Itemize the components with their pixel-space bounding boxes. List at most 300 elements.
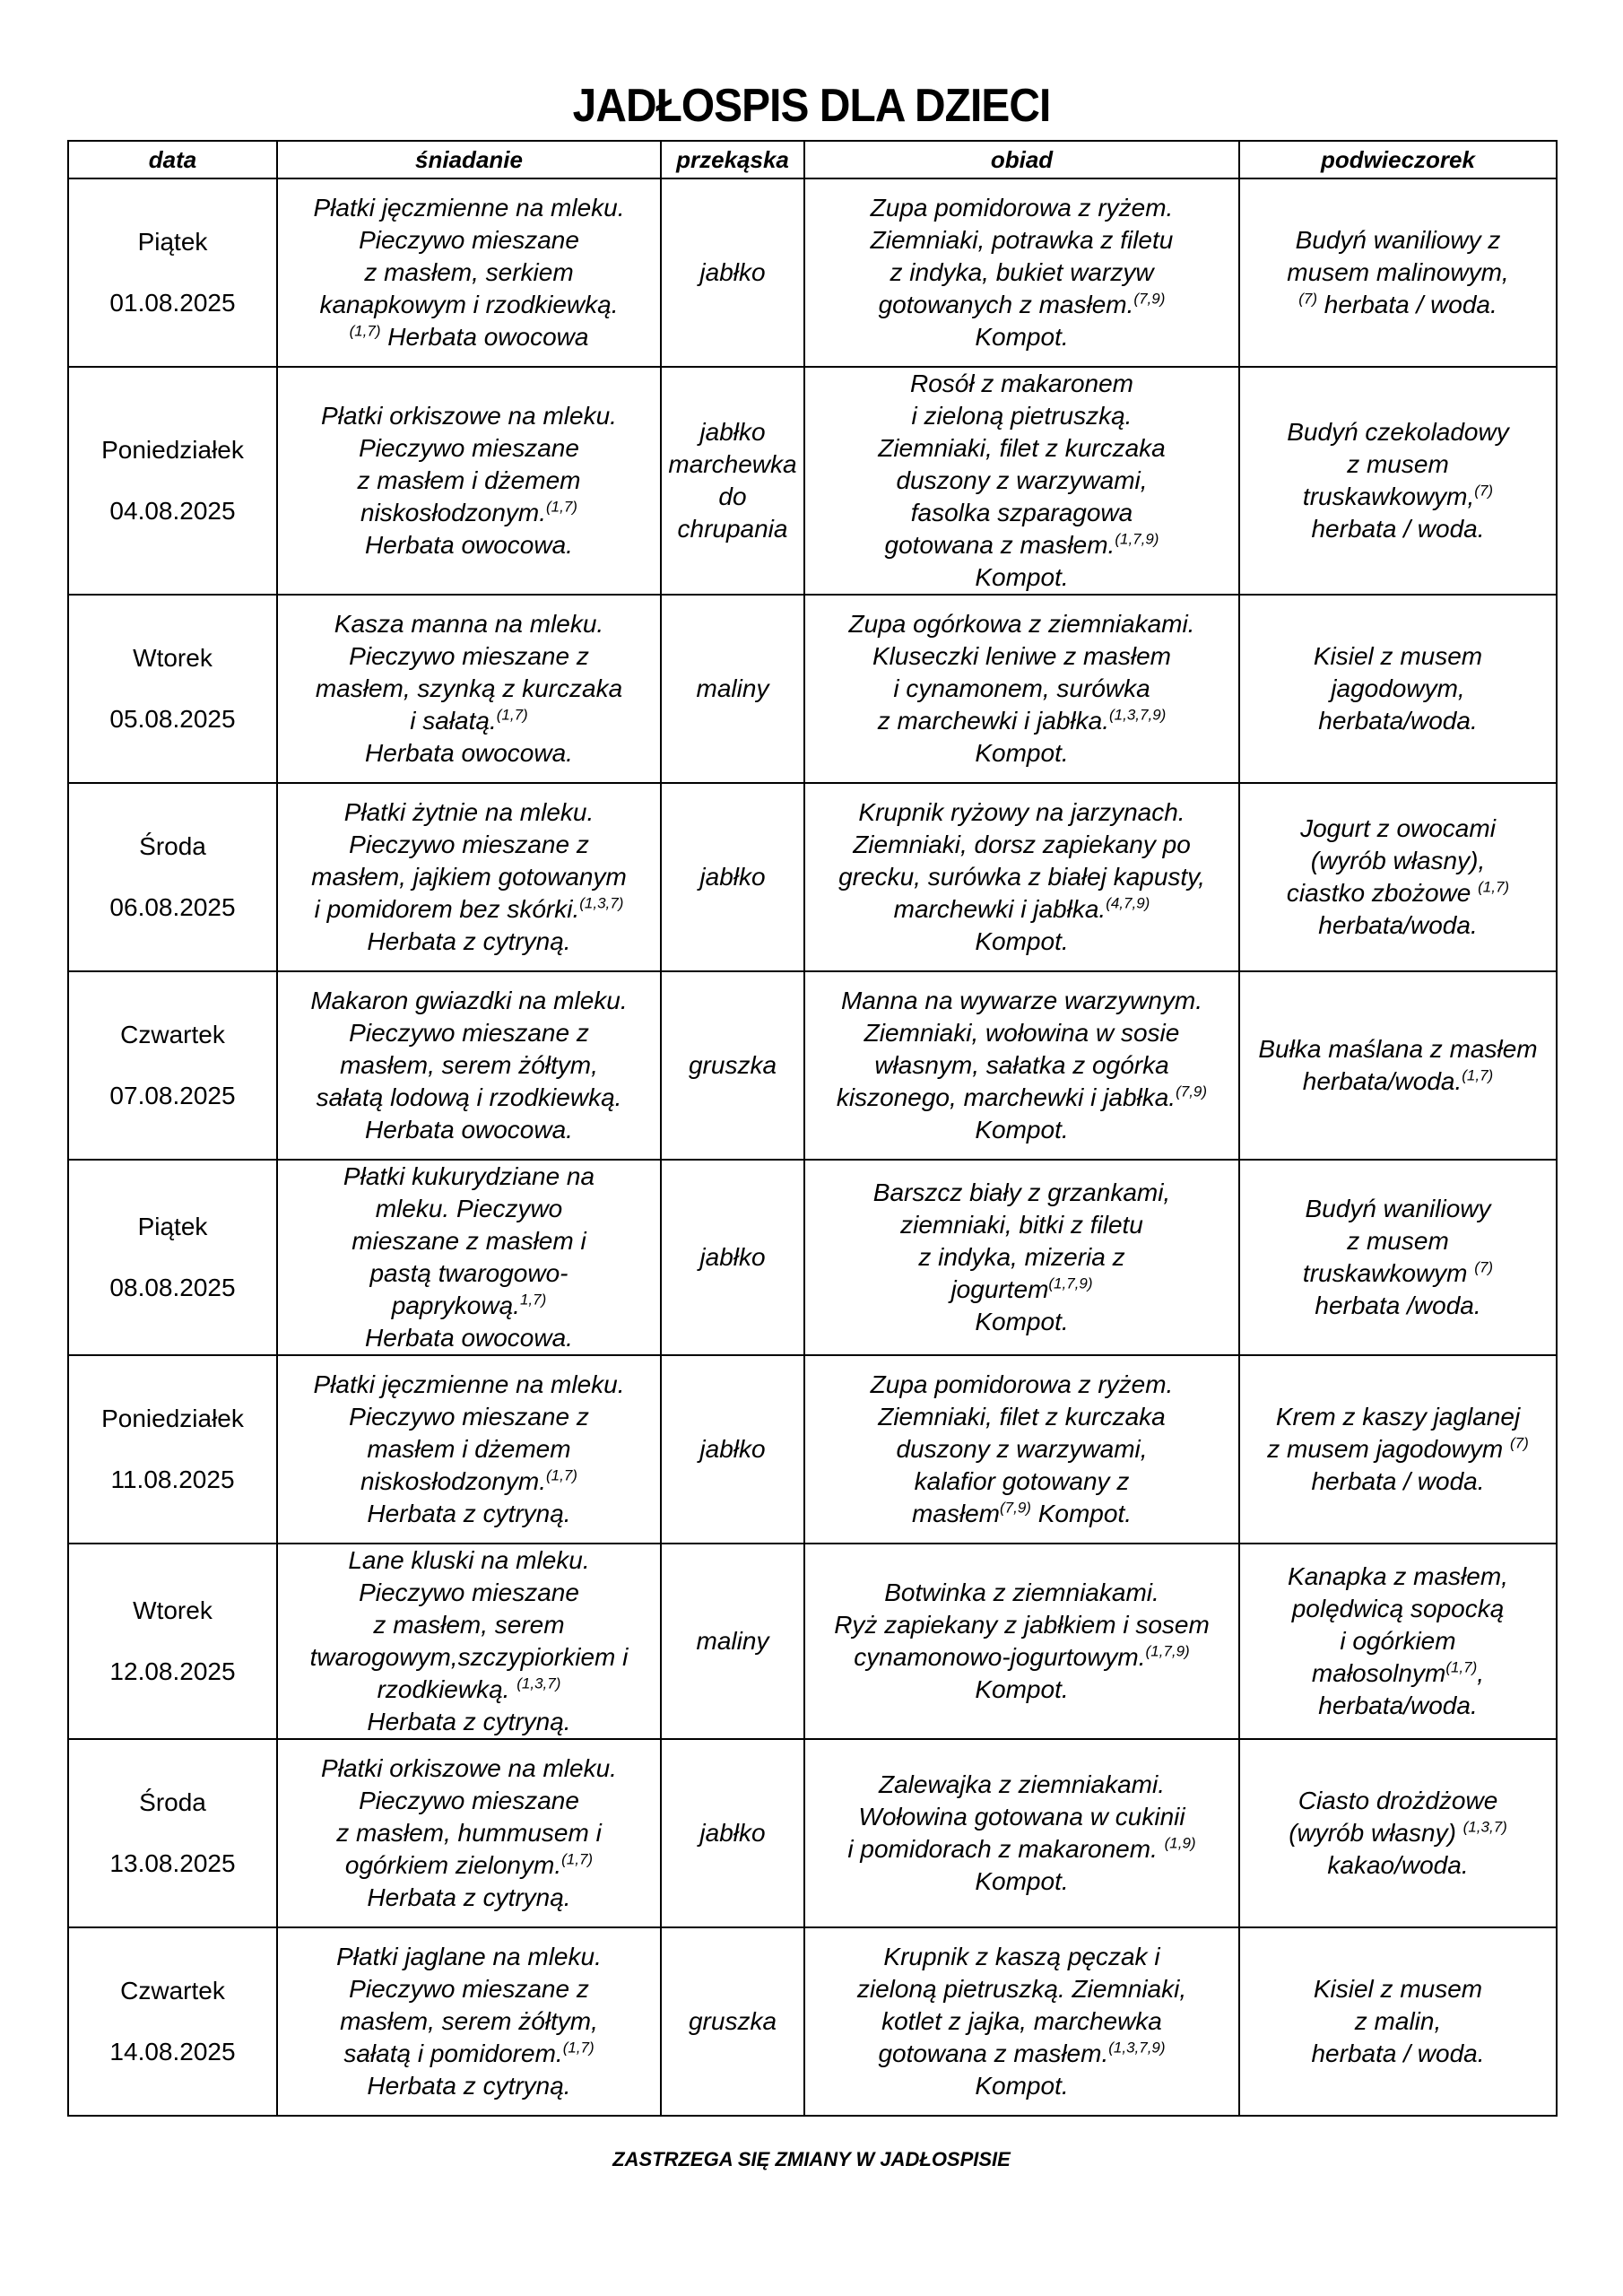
breakfast-text: Herbata z cytryną.: [367, 1708, 571, 1735]
breakfast-line: [282, 893, 656, 926]
tea-line: [1244, 1690, 1552, 1722]
allergen-code: (1,7): [1478, 878, 1510, 896]
tea-line: [1244, 705, 1552, 737]
lunch-line: [809, 1401, 1235, 1433]
lunch-text: duszony z warzywami,: [896, 466, 1148, 494]
breakfast-text: twarogowym,szczypiorkiem i: [309, 1643, 629, 1671]
tea-text: ,: [1477, 1659, 1485, 1687]
snack-line: [665, 513, 800, 545]
tea-line: [1244, 673, 1552, 705]
lunch-text: Kluseczki leniwe z masłem: [872, 642, 1171, 670]
lunch-text: Ziemniaki, wołowina w sosie: [864, 1019, 1180, 1047]
lunch-cell: [804, 1355, 1239, 1544]
allergen-code: (1,7): [496, 706, 528, 724]
snack-cell: [661, 1739, 804, 1927]
allergen-code: (1,7): [546, 498, 577, 516]
lunch-line: [809, 400, 1235, 432]
lunch-text: jogurtem: [950, 1275, 1049, 1303]
tea-text: herbata / woda.: [1311, 2039, 1485, 2067]
lunch-line: [809, 1866, 1235, 1898]
breakfast-line: [282, 465, 656, 497]
allergen-code: (1,3,7,9): [1108, 2039, 1166, 2057]
tea-line: [1244, 877, 1552, 909]
lunch-line: [809, 1274, 1235, 1306]
breakfast-line: [282, 529, 656, 561]
breakfast-cell: [277, 971, 661, 1160]
snack-cell: [661, 178, 804, 367]
lunch-text: Rosół z makaronem: [910, 370, 1133, 397]
snack-line: [665, 673, 800, 705]
lunch-cell: [804, 783, 1239, 971]
table-row: [68, 1544, 1557, 1739]
allergen-code: (1,7,9): [1115, 530, 1159, 548]
allergen-code: (1,3,7,9): [1109, 706, 1167, 724]
breakfast-line: [282, 321, 656, 353]
tea-cell: [1239, 1739, 1557, 1927]
breakfast-line: [282, 1049, 656, 1082]
tea-line: [1244, 224, 1552, 257]
breakfast-cell: [277, 783, 661, 971]
lunch-line: [809, 861, 1235, 893]
breakfast-text: Herbata z cytryną.: [367, 927, 571, 955]
breakfast-line: [282, 737, 656, 770]
breakfast-text: mleku. Pieczywo: [375, 1195, 563, 1222]
breakfast-line: [282, 1498, 656, 1530]
table-row: [68, 1739, 1557, 1927]
tea-line: [1244, 513, 1552, 545]
breakfast-text: masłem, serem żółtym,: [340, 2007, 598, 2035]
breakfast-line: [282, 1706, 656, 1738]
lunch-text: Barszcz biały z grzankami,: [872, 1178, 1171, 1206]
day-name: Czwartek: [120, 1977, 225, 2005]
lunch-text: Kompot.: [975, 1116, 1069, 1144]
breakfast-line: [282, 497, 656, 529]
lunch-cell: [804, 1739, 1239, 1927]
lunch-line: [809, 796, 1235, 829]
lunch-text: Kompot.: [1030, 1500, 1133, 1527]
tea-line: [1244, 813, 1552, 845]
tea-text: Bułka maślana z masłem: [1258, 1035, 1538, 1063]
tea-line: [1244, 1593, 1552, 1625]
lunch-line: [809, 368, 1235, 400]
tea-line: [1244, 1785, 1552, 1817]
day-date: 08.08.2025: [109, 1274, 236, 1301]
day-name: Poniedziałek: [101, 1405, 244, 1432]
breakfast-text: Herbata z cytryną.: [367, 1500, 571, 1527]
breakfast-text: Płatki jęczmienne na mleku.: [313, 1370, 625, 1398]
snack-line: [665, 416, 800, 448]
lunch-line: [809, 673, 1235, 705]
allergen-code: (1,7): [546, 1466, 577, 1484]
lunch-text: grecku, surówka z białej kapusty,: [838, 863, 1205, 891]
breakfast-line: [282, 1577, 656, 1609]
tea-text: herbata/woda.: [1318, 1692, 1478, 1719]
breakfast-text: Lane kluski na mleku.: [348, 1546, 590, 1574]
lunch-text: Kompot.: [975, 2072, 1069, 2100]
lunch-line: [809, 985, 1235, 1017]
tea-text: Budyń czekoladowy: [1287, 418, 1509, 446]
lunch-text: Ziemniaki, potrawka z filetu: [870, 226, 1174, 254]
lunch-text: Manna na wywarze warzywnym.: [840, 987, 1203, 1014]
breakfast-cell: [277, 1355, 661, 1544]
date-cell: [68, 1927, 277, 2116]
allergen-code: (1,3,7): [1462, 1818, 1507, 1836]
table-row: [68, 595, 1557, 783]
snack-cell: [661, 1160, 804, 1355]
tea-line: [1244, 1193, 1552, 1225]
lunch-text: gotowana z masłem.: [884, 531, 1115, 559]
lunch-text: kotlet z jajka, marchewka: [881, 2007, 1162, 2035]
breakfast-line: [282, 1817, 656, 1849]
snack-text: jabłko: [699, 258, 766, 286]
breakfast-text: Płatki orkiszowe na mleku.: [321, 1754, 617, 1782]
snack-cell: [661, 1927, 804, 2116]
lunch-line: [809, 1433, 1235, 1465]
lunch-text: masłem: [911, 1500, 1000, 1527]
lunch-line: [809, 192, 1235, 224]
table-row: [68, 367, 1557, 595]
lunch-line: [809, 640, 1235, 673]
tea-line: [1244, 1849, 1552, 1882]
breakfast-line: [282, 1465, 656, 1498]
tea-line: [1244, 1561, 1552, 1593]
tea-text: jagodowym,: [1331, 674, 1465, 702]
tea-text: musem malinowym,: [1287, 258, 1509, 286]
tea-text: kakao/woda.: [1327, 1851, 1469, 1879]
menu-table: [67, 140, 1558, 2117]
lunch-text: kalafior gotowany z: [914, 1467, 1130, 1495]
lunch-line: [809, 1209, 1235, 1241]
breakfast-line: [282, 1322, 656, 1354]
tea-text: Budyń waniliowy z: [1295, 226, 1501, 254]
breakfast-text: masłem i dżemem: [367, 1435, 571, 1463]
breakfast-text: ogórkiem zielonym.: [344, 1851, 562, 1879]
breakfast-cell: [277, 1739, 661, 1927]
date-cell: [68, 1544, 277, 1739]
lunch-text: marchewki i jabłka.: [893, 895, 1107, 923]
lunch-line: [809, 1369, 1235, 1401]
lunch-line: [809, 1177, 1235, 1209]
breakfast-text: Pieczywo mieszane z: [349, 831, 589, 858]
tea-line: [1244, 289, 1552, 321]
breakfast-line: [282, 1114, 656, 1146]
allergen-code: (1,7): [562, 2039, 595, 2057]
lunch-cell: [804, 178, 1239, 367]
snack-line: [665, 2005, 800, 2038]
lunch-line: [809, 497, 1235, 529]
breakfast-line: [282, 400, 656, 432]
lunch-text: Zupa pomidorowa z ryżem.: [870, 194, 1174, 222]
breakfast-text: Płatki kukurydziane na: [343, 1162, 595, 1190]
breakfast-line: [282, 1752, 656, 1785]
day-name: Środa: [139, 1788, 206, 1816]
lunch-line: [809, 1241, 1235, 1274]
breakfast-text: Pieczywo mieszane z: [349, 1975, 589, 2003]
page-title: JADŁOSPIS DLA DZIECI: [572, 80, 1051, 132]
breakfast-line: [282, 1544, 656, 1577]
snack-text: maliny: [696, 1627, 769, 1655]
lunch-text: z indyka, bukiet warzyw: [890, 258, 1154, 286]
tea-line: [1244, 2038, 1552, 2070]
tea-text: polędwicą sopocką: [1291, 1595, 1505, 1622]
breakfast-text: masłem, szynką z kurczaka: [315, 674, 623, 702]
breakfast-cell: [277, 178, 661, 367]
tea-line: [1244, 1290, 1552, 1322]
table-row: [68, 1927, 1557, 2116]
tea-text: Ciasto drożdżowe: [1298, 1787, 1498, 1814]
breakfast-line: [282, 1641, 656, 1674]
tea-text: herbata /woda.: [1315, 1292, 1481, 1319]
lunch-line: [809, 2005, 1235, 2038]
snack-line: [665, 1241, 800, 1274]
breakfast-text: Pieczywo mieszane z: [349, 642, 589, 670]
day-date: 04.08.2025: [109, 497, 236, 525]
tea-line: [1244, 1625, 1552, 1657]
breakfast-text: sałatą i pomidorem.: [343, 2039, 563, 2067]
breakfast-line: [282, 1225, 656, 1257]
lunch-line: [809, 1498, 1235, 1530]
snack-text: jabłko: [699, 1243, 766, 1271]
lunch-text: gotowana z masłem.: [878, 2039, 1109, 2067]
breakfast-cell: [277, 1927, 661, 2116]
date-cell: [68, 1739, 277, 1927]
tea-cell: [1239, 971, 1557, 1160]
lunch-line: [809, 1941, 1235, 1973]
lunch-text: Kompot.: [975, 323, 1069, 351]
lunch-text: Ziemniaki, filet z kurczaka: [878, 434, 1166, 462]
table-row: [68, 1355, 1557, 1544]
lunch-line: [809, 1306, 1235, 1338]
tea-line: [1244, 1657, 1552, 1690]
lunch-line: [809, 1674, 1235, 1706]
lunch-text: Kompot.: [975, 1675, 1069, 1703]
breakfast-text: Pieczywo mieszane: [359, 226, 579, 254]
lunch-text: Botwinka z ziemniakami.: [884, 1578, 1159, 1606]
breakfast-text: Herbata owocowa: [380, 323, 589, 351]
breakfast-cell: [277, 595, 661, 783]
breakfast-line: [282, 1369, 656, 1401]
lunch-line: [809, 1641, 1235, 1674]
breakfast-text: Pieczywo mieszane z: [349, 1019, 589, 1047]
breakfast-text: Pieczywo mieszane: [359, 1787, 579, 1814]
lunch-text: Kompot.: [975, 1867, 1069, 1895]
lunch-line: [809, 465, 1235, 497]
tea-text: Krem z kaszy jaglanej: [1275, 1403, 1521, 1431]
tea-cell: [1239, 1927, 1557, 2116]
breakfast-line: [282, 829, 656, 861]
snack-text: maliny: [696, 674, 769, 702]
lunch-line: [809, 1017, 1235, 1049]
breakfast-line: [282, 640, 656, 673]
breakfast-text: Makaron gwiazdki na mleku.: [310, 987, 628, 1014]
snack-text: jabłko: [699, 418, 766, 446]
breakfast-text: sałatą lodową i rzodkiewką.: [316, 1083, 622, 1111]
lunch-line: [809, 1577, 1235, 1609]
snack-line: [665, 1049, 800, 1082]
snack-line: [665, 448, 800, 481]
breakfast-cell: [277, 367, 661, 595]
breakfast-text: Herbata z cytryną.: [367, 1883, 571, 1911]
date-cell: [68, 595, 277, 783]
lunch-line: [809, 257, 1235, 289]
lunch-line: [809, 224, 1235, 257]
breakfast-line: [282, 705, 656, 737]
lunch-text: i cynamonem, surówka: [893, 674, 1150, 702]
table-row: [68, 178, 1557, 367]
day-name: Wtorek: [133, 644, 213, 672]
breakfast-text: Pieczywo mieszane: [359, 1578, 579, 1606]
tea-line: [1244, 481, 1552, 513]
breakfast-line: [282, 796, 656, 829]
lunch-text: kiszonego, marchewki i jabłka.: [836, 1083, 1176, 1111]
snack-text: marchewka: [668, 450, 797, 478]
header-lunch: obiad: [804, 141, 1239, 178]
lunch-line: [809, 529, 1235, 561]
tea-text: z musem: [1347, 1227, 1449, 1255]
breakfast-line: [282, 1849, 656, 1882]
day-name: Środa: [139, 832, 206, 860]
breakfast-line: [282, 1161, 656, 1193]
breakfast-text: Płatki jęczmienne na mleku.: [313, 194, 625, 222]
breakfast-text: niskosłodzonym.: [360, 1467, 546, 1495]
lunch-text: i zieloną pietruszką.: [911, 402, 1133, 430]
tea-line: [1244, 1401, 1552, 1433]
breakfast-line: [282, 1674, 656, 1706]
breakfast-line: [282, 608, 656, 640]
breakfast-line: [282, 1017, 656, 1049]
tea-line: [1244, 2005, 1552, 2038]
date-cell: [68, 1160, 277, 1355]
allergen-code: (1,3,7): [579, 894, 624, 912]
tea-text: z musem jagodowym: [1267, 1435, 1510, 1463]
day-date: 01.08.2025: [109, 289, 236, 317]
lunch-line: [809, 1082, 1235, 1114]
breakfast-text: rzodkiewką.: [377, 1675, 517, 1703]
tea-line: [1244, 257, 1552, 289]
lunch-cell: [804, 971, 1239, 1160]
allergen-code: (1,7,9): [1145, 1642, 1190, 1660]
tea-line: [1244, 640, 1552, 673]
allergen-code: (7): [1298, 290, 1317, 308]
snack-text: jabłko: [699, 1435, 766, 1463]
tea-text: (wyrób własny),: [1310, 847, 1486, 874]
breakfast-text: Płatki orkiszowe na mleku.: [321, 402, 617, 430]
tea-cell: [1239, 178, 1557, 367]
breakfast-text: masłem, serem żółtym,: [340, 1051, 598, 1079]
tea-text: herbata/woda.: [1302, 1067, 1462, 1095]
tea-cell: [1239, 1355, 1557, 1544]
footer-note: ZASTRZEGA SIĘ ZMIANY W JADŁOSPISIE: [612, 2148, 1011, 2170]
tea-text: (wyrób własny): [1289, 1819, 1463, 1847]
tea-text: Jogurt z owocami: [1300, 814, 1496, 842]
breakfast-text: Pieczywo mieszane: [359, 434, 579, 462]
header-breakfast: śniadanie: [277, 141, 661, 178]
lunch-text: Kompot.: [975, 563, 1069, 591]
lunch-line: [809, 1833, 1235, 1866]
day-date: 06.08.2025: [109, 893, 236, 921]
tea-line: [1244, 1257, 1552, 1290]
lunch-text: z indyka, mizeria z: [918, 1243, 1125, 1271]
breakfast-line: [282, 1973, 656, 2005]
breakfast-text: i sałatą.: [410, 707, 497, 735]
lunch-line: [809, 1769, 1235, 1801]
lunch-line: [809, 2038, 1235, 2070]
tea-text: herbata/woda.: [1318, 707, 1478, 735]
snack-line: [665, 1817, 800, 1849]
snack-text: chrupania: [677, 515, 788, 543]
day-name: Czwartek: [120, 1021, 225, 1048]
allergen-code: (7): [1474, 482, 1494, 500]
day-date: 13.08.2025: [109, 1849, 236, 1877]
day-date: 11.08.2025: [110, 1465, 235, 1493]
header-row: [68, 141, 1557, 178]
lunch-text: Zupa ogórkowa z ziemniakami.: [848, 610, 1195, 638]
day-date: 12.08.2025: [109, 1657, 236, 1685]
snack-text: do: [718, 483, 747, 510]
day-date: 07.08.2025: [109, 1082, 236, 1109]
tea-line: [1244, 909, 1552, 942]
snack-line: [665, 257, 800, 289]
breakfast-text: z masłem, hummusem i: [336, 1819, 602, 1847]
breakfast-text: pastą twarogowo-: [369, 1259, 568, 1287]
lunch-text: Kompot.: [975, 739, 1069, 767]
lunch-line: [809, 608, 1235, 640]
tea-cell: [1239, 1160, 1557, 1355]
breakfast-line: [282, 985, 656, 1017]
allergen-code: (7,9): [1133, 290, 1166, 308]
lunch-cell: [804, 595, 1239, 783]
snack-line: [665, 481, 800, 513]
breakfast-line: [282, 1941, 656, 1973]
breakfast-cell: [277, 1160, 661, 1355]
tea-text: truskawkowym,: [1302, 483, 1475, 510]
lunch-text: Ziemniaki, filet z kurczaka: [878, 1403, 1166, 1431]
breakfast-text: Herbata owocowa.: [365, 531, 573, 559]
lunch-line: [809, 289, 1235, 321]
allergen-code: 1,7): [519, 1291, 547, 1309]
breakfast-text: Płatki jaglane na mleku.: [336, 1943, 602, 1970]
lunch-text: Zupa pomidorowa z ryżem.: [870, 1370, 1174, 1398]
breakfast-text: i pomidorem bez skórki.: [314, 895, 580, 923]
table-row: [68, 1160, 1557, 1355]
breakfast-line: [282, 1401, 656, 1433]
lunch-text: ziemniaki, bitki z filetu: [900, 1211, 1143, 1239]
date-cell: [68, 1355, 277, 1544]
breakfast-text: Herbata owocowa.: [365, 1324, 573, 1352]
tea-text: Kisiel z musem: [1313, 642, 1483, 670]
lunch-line: [809, 1114, 1235, 1146]
tea-text: truskawkowym: [1302, 1259, 1475, 1287]
snack-line: [665, 1433, 800, 1465]
lunch-line: [809, 561, 1235, 594]
day-name: Wtorek: [133, 1596, 213, 1624]
breakfast-line: [282, 224, 656, 257]
lunch-text: fasolka szparagowa: [910, 499, 1133, 526]
lunch-text: Krupnik z kaszą pęczak i: [883, 1943, 1160, 1970]
day-name: Poniedziałek: [101, 436, 244, 464]
tea-line: [1244, 448, 1552, 481]
lunch-cell: [804, 1544, 1239, 1739]
breakfast-text: Kasza manna na mleku.: [334, 610, 604, 638]
lunch-line: [809, 432, 1235, 465]
allergen-code: (1,7): [349, 322, 381, 340]
lunch-cell: [804, 367, 1239, 595]
tea-text: i ogórkiem: [1340, 1627, 1456, 1655]
day-date: 14.08.2025: [109, 2038, 236, 2066]
lunch-text: cynamonowo-jogurtowym.: [854, 1643, 1146, 1671]
snack-cell: [661, 783, 804, 971]
breakfast-cell: [277, 1544, 661, 1739]
